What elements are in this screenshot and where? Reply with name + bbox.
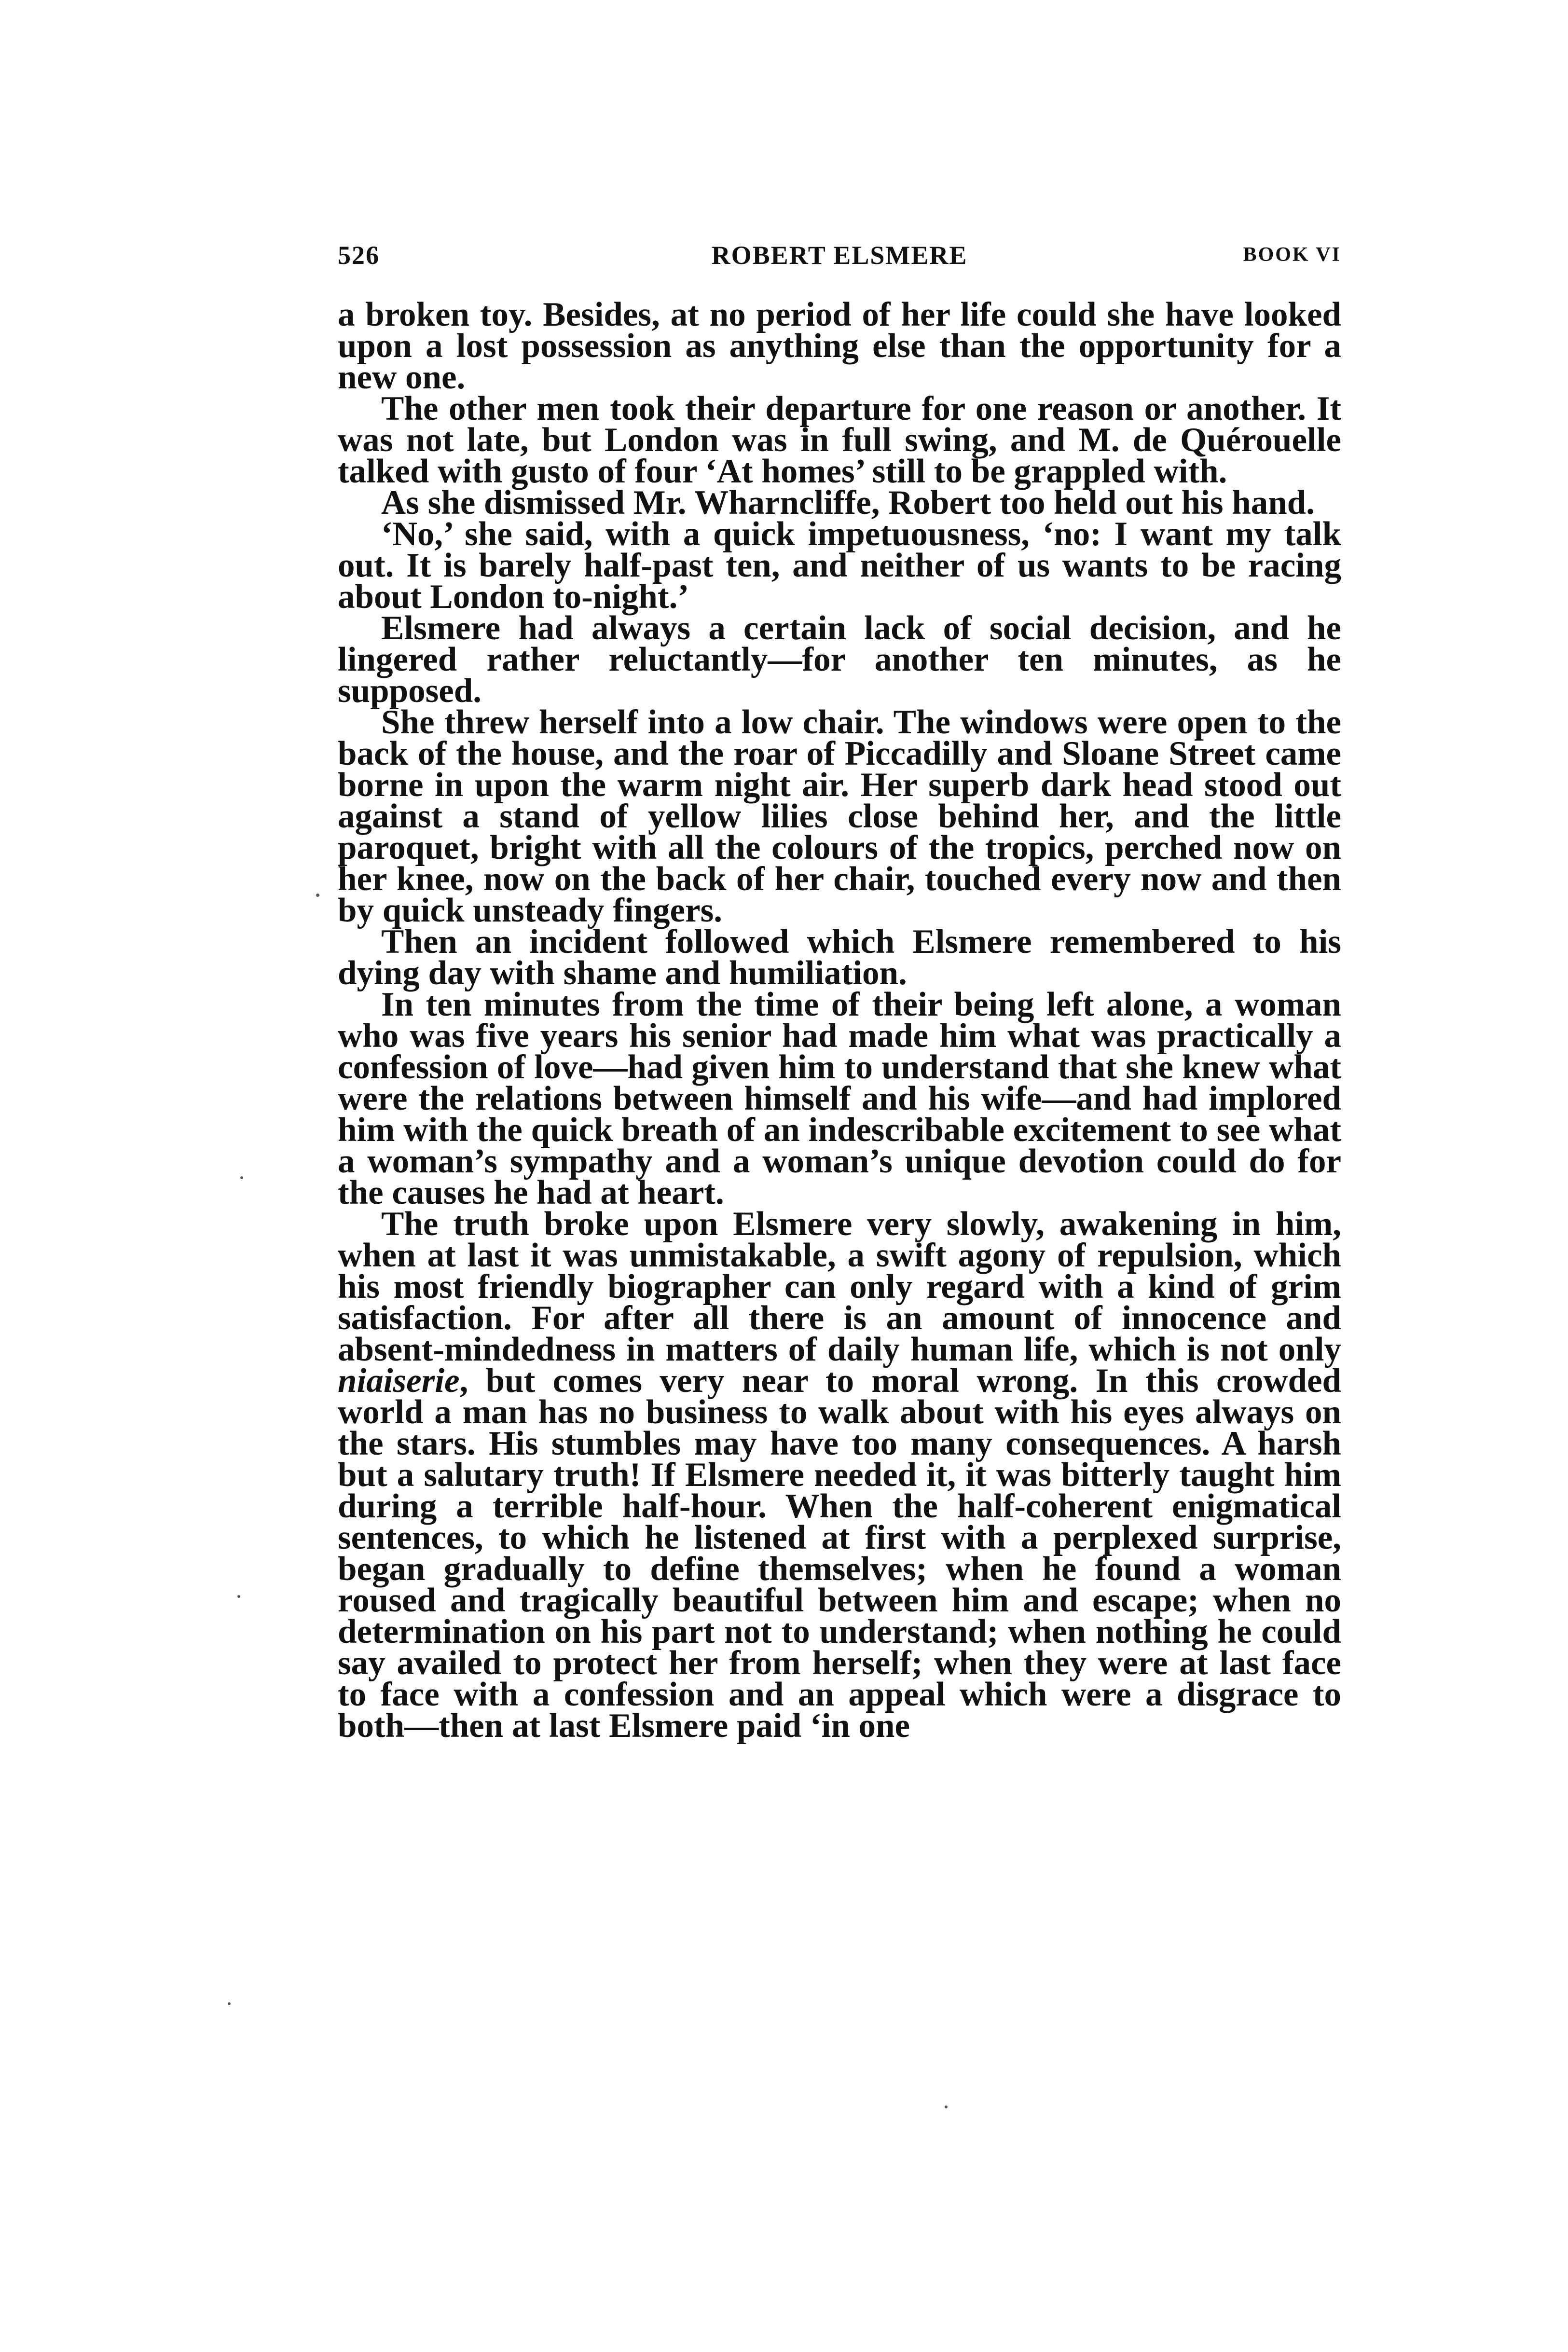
paragraph: As she dismissed Mr. Wharncliffe, Robert too held out his hand.	[381, 484, 1315, 522]
paragraph-text: The truth broke upon Elsmere very slowly, awakening in him, when at last it was unmistakable, a swift agony of repulsion, which his most friendly biographer can only regard with a kind of grim satisfaction. For after all there is an amount of innocence and absent-mindedness in matters of daily human life, which is not only	[338, 1205, 1341, 1368]
running-head	[338, 240, 1341, 274]
paragraph	[338, 1205, 1341, 1745]
scan-speck	[316, 894, 319, 897]
paragraph: ‘No,’ she said, with a quick impetuousness, ‘no: I want my talk out. It is barely half-past ten, and neither of us wants to be racing about London to-night.’	[338, 515, 1341, 616]
scan-speck	[228, 2002, 231, 2005]
page-number: 526	[338, 241, 380, 270]
paragraph: Elsmere had always a certain lack of social decision, and he lingered rather reluctantly—for another ten minutes, as he supposed.	[338, 609, 1341, 710]
body-text	[338, 296, 1341, 1745]
paragraph: In ten minutes from the time of their being left alone, a woman who was five years his senior had made him what was practically a confession of love—had given him to understand that she knew what were the relations between himself and his wife—and had implored him with the quick breath of an indescribable excitement to see what a woman’s sympathy and a woman’s unique devotion could do for the causes he had at heart.	[338, 986, 1341, 1211]
paragraph: She threw herself into a low chair. The windows were open to the back of the house, and the roar of Piccadilly and Sloane Street came borne in upon the warm night air. Her superb dark head stood out against a stand of yellow lilies close behind her, and the little paroquet, bright with all the colours of the tropics, perched now on her knee, now on the back of her chair, touched every now and then by quick unsteady fingers.	[338, 703, 1341, 929]
scan-speck	[240, 1176, 243, 1179]
italic-term: niaiserie	[338, 1362, 460, 1400]
scan-speck	[945, 2105, 948, 2108]
paragraph-continuation: a broken toy. Besides, at no period of her life could she have looked upon a lost possession as anything else than the opportunity for a new one.	[338, 296, 1341, 396]
paragraph: The other men took their departure for one reason or another. It was not late, but London was in full swing, and M. de Quérouelle talked with gusto of four ‘At homes’ still to be grappled with.	[338, 390, 1341, 490]
scan-speck	[237, 1595, 240, 1598]
paragraph: Then an incident followed which Elsmere remembered to his dying day with shame and humiliation.	[338, 923, 1341, 992]
running-title: ROBERT ELSMERE	[711, 241, 968, 270]
paragraph-text: , but comes very near to moral wrong. In this crowded world a man has no business to walk about with his eyes always on the stars. His stumbles may have too many consequences. A harsh but a salutary truth! If Elsmere needed it, it was bitterly taught him during a terrible half-hour. When the half-coherent enigmatical sentences, to which he listened at first with a perplexed surprise, began gradually to define themselves; when he found a woman roused and tragically beautiful between him and escape; when no determination on his part not to understand; when nothing he could say availed to protect her from herself; when they were at last face to face with a confession and an appeal which were a disgrace to both—then at last Elsmere paid ‘in one	[338, 1362, 1341, 1745]
book-part-label: BOOK VI	[1243, 244, 1341, 266]
